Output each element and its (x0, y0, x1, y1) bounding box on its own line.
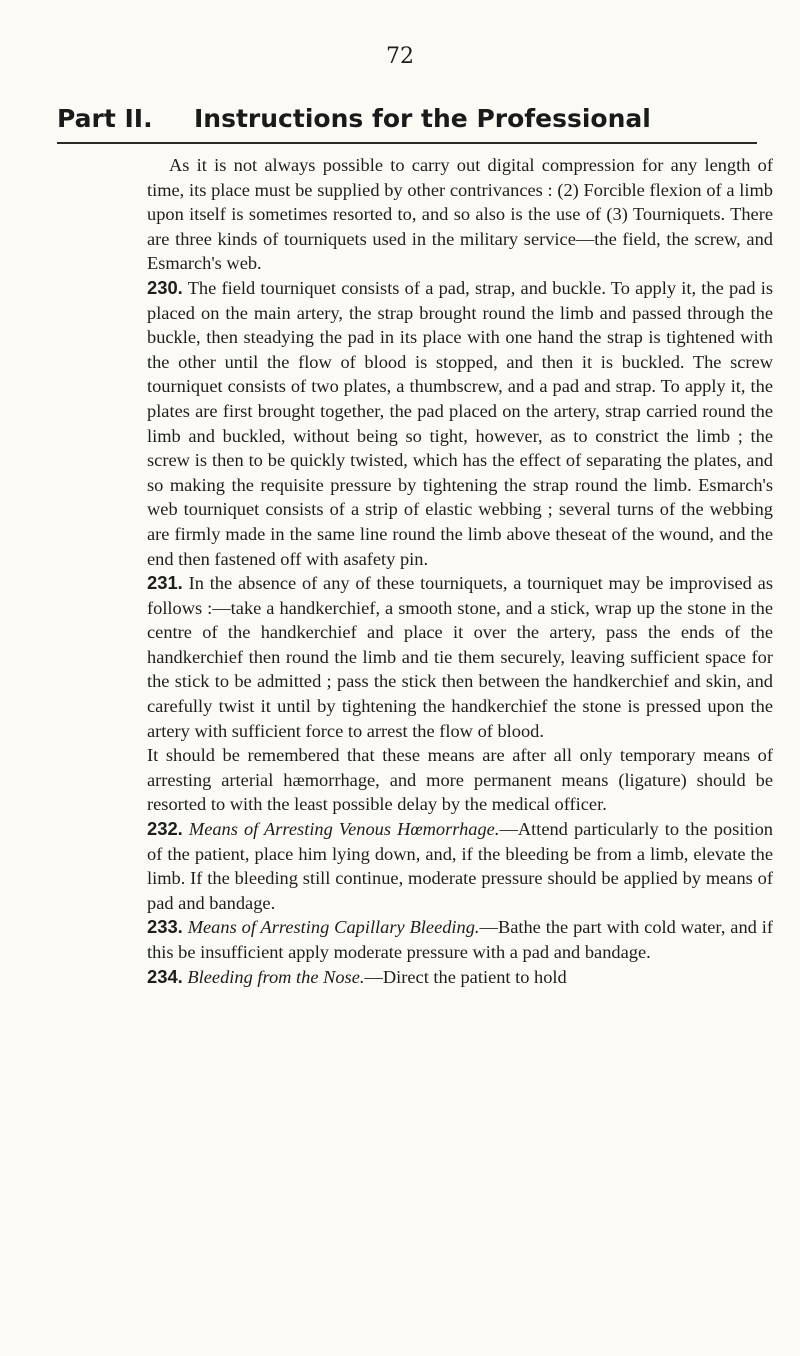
paragraph-text: It should be remembered that these means are after all only temporary means of arresting arterial hæmorrhage, and more permanent means (ligature) should be resorted to with the least possible delay by the medical officer. (147, 745, 773, 815)
page-number: 72 (386, 44, 414, 69)
paragraph-note (147, 743, 773, 817)
part-label: Part II. (57, 104, 153, 133)
paragraph-text: —Bathe the part with cold water, and if this be insufficient apply moderate pressure with a pad and bandage. (147, 917, 773, 962)
paragraph-heading: Bleeding from the Nose. (187, 966, 365, 987)
paragraph-text: As it is not always possible to carry out digital compression for any length of time, its place must be supplied by other contrivances : (2) Forcible flexion of a limb upon itself is sometimes resorted to, and so also is the use of (3) Tourniquets. There are three kinds of tourniquets used in the military service—the field, the screw, and Esmarch's web. (147, 155, 773, 274)
paragraph-text: The field tourniquet consists of a pad, strap, and buckle. To apply it, the pad is placed on the main artery, the strap brought round the limb and passed through the buckle, then steadying the pad in its place with one hand the strap is tightened with the other until the flow of blood is stopped, and then it is buckled. The screw tourniquet consists of two plates, a thumbscrew, and a pad and strap. To apply it, the plates are first brought together, the pad placed on the artery, strap carried round the limb and buckled, without being so tight, however, as to constrict the limb ; the screw is then to be quickly twisted, which has the effect of separating the plates, and so making the requisite pressure by tightening the strap round the limb. Esmarch's web tourniquet consists of a strip of elastic webbing ; several turns of the webbing are firmly made in the same line round the limb above theseat of the wound, and the end then fastened off with asafety pin. (147, 277, 773, 569)
paragraph-heading: Means of Arresting Capillary Bleeding. (187, 917, 480, 938)
paragraph-text: In the absence of any of these tourniquets, a tourniquet may be improvised as follows :—take a handkerchief, a smooth stone, and a stick, wrap up the stone in the centre of the handkerchief and place it over the artery, pass the ends of the handkerchief then round the limb and tie them securely, leaving sufficient space for the stick to be admitted ; pass the stick then between the handkerchief and skin, and carefully twist it until by tightening the handkerchief the stone is pressed upon the artery with sufficient force to arrest the flow of blood. (147, 573, 773, 741)
section-title: Instructions for the Professional (194, 104, 651, 133)
paragraph-heading: Means of Arresting Venous Hœmorrhage. (188, 819, 500, 840)
paragraph-number: 234. (147, 965, 183, 987)
paragraph-number: 230. (147, 276, 183, 298)
paragraph-230 (147, 276, 773, 571)
paragraph-intro (147, 153, 773, 276)
paragraph-233 (147, 915, 773, 964)
header-rule (57, 142, 757, 144)
paragraph-234 (147, 965, 773, 990)
paragraph-text: —Direct the patient to hold (364, 966, 567, 987)
paragraph-232 (147, 817, 773, 915)
paragraph-number: 232. (147, 818, 183, 840)
paragraph-text: —Attend particularly to the position of the patient, place him lying down, and, if the bleeding be from a limb, elevate the limb. If the bleeding still continue, moderate pressure should be applied by means of pad and bandage. (147, 819, 773, 913)
paragraph-number: 233. (147, 916, 183, 938)
paragraph-231 (147, 571, 773, 743)
body-text (147, 153, 773, 989)
paragraph-number: 231. (147, 572, 183, 594)
